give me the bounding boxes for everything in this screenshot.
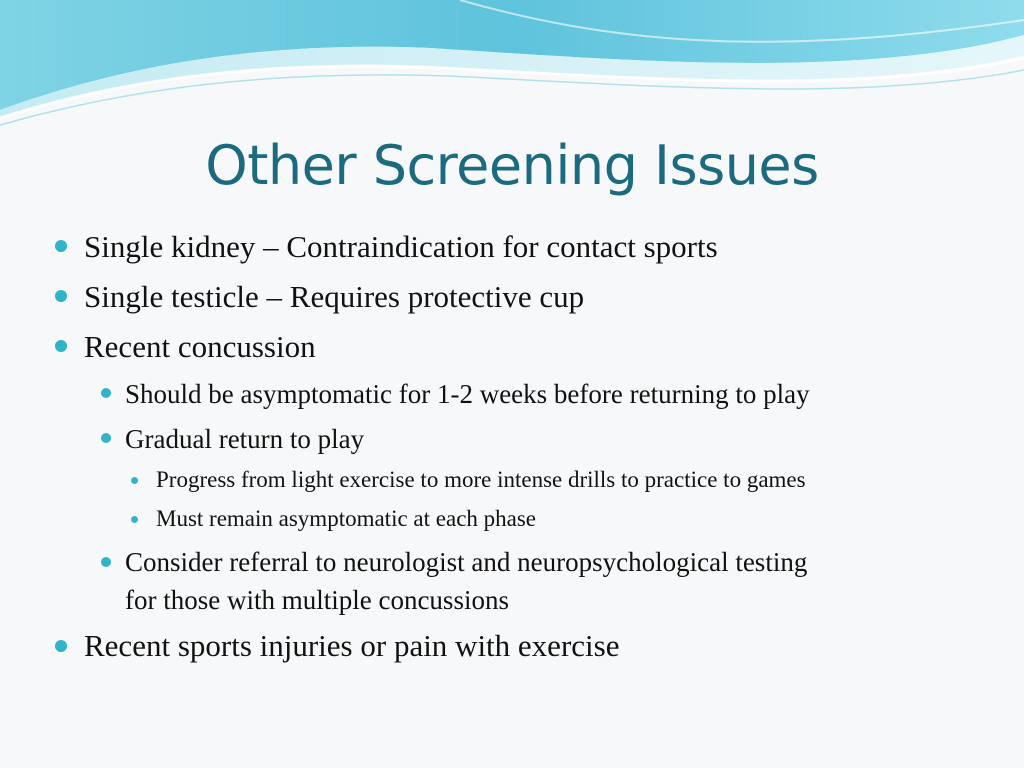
bullet-dot-icon bbox=[131, 477, 138, 484]
bullet-item: Single testicle – Requires protective cup bbox=[84, 279, 585, 314]
bullet-item: Recent sports injuries or pain with exercise bbox=[84, 628, 620, 663]
bullet-dot-icon bbox=[55, 340, 67, 352]
bullet-dot-icon bbox=[55, 290, 67, 302]
bullet-subitem-continuation: for those with multiple concussions bbox=[125, 585, 509, 615]
bullet-dot-icon bbox=[55, 640, 67, 652]
bullet-item: Single kidney – Contraindication for contact sports bbox=[84, 229, 718, 264]
bullet-dot-icon bbox=[131, 516, 138, 523]
bullet-dot-icon bbox=[101, 433, 111, 443]
bullet-subitem: Consider referral to neurologist and neuropsychological testing bbox=[125, 547, 808, 577]
bullet-dot-icon bbox=[101, 388, 111, 398]
bullet-subsubitem: Progress from light exercise to more intense drills to practice to games bbox=[156, 467, 806, 492]
bullet-item: Recent concussion bbox=[84, 329, 316, 364]
bullet-subitem: Should be asymptomatic for 1-2 weeks before returning to play bbox=[125, 379, 810, 409]
bullet-dot-icon bbox=[101, 557, 111, 567]
slide-title: Other Screening Issues bbox=[205, 134, 819, 197]
bullet-subsubitem: Must remain asymptomatic at each phase bbox=[156, 506, 537, 531]
bullet-subitem: Gradual return to play bbox=[125, 424, 365, 454]
bullet-dot-icon bbox=[55, 240, 67, 252]
